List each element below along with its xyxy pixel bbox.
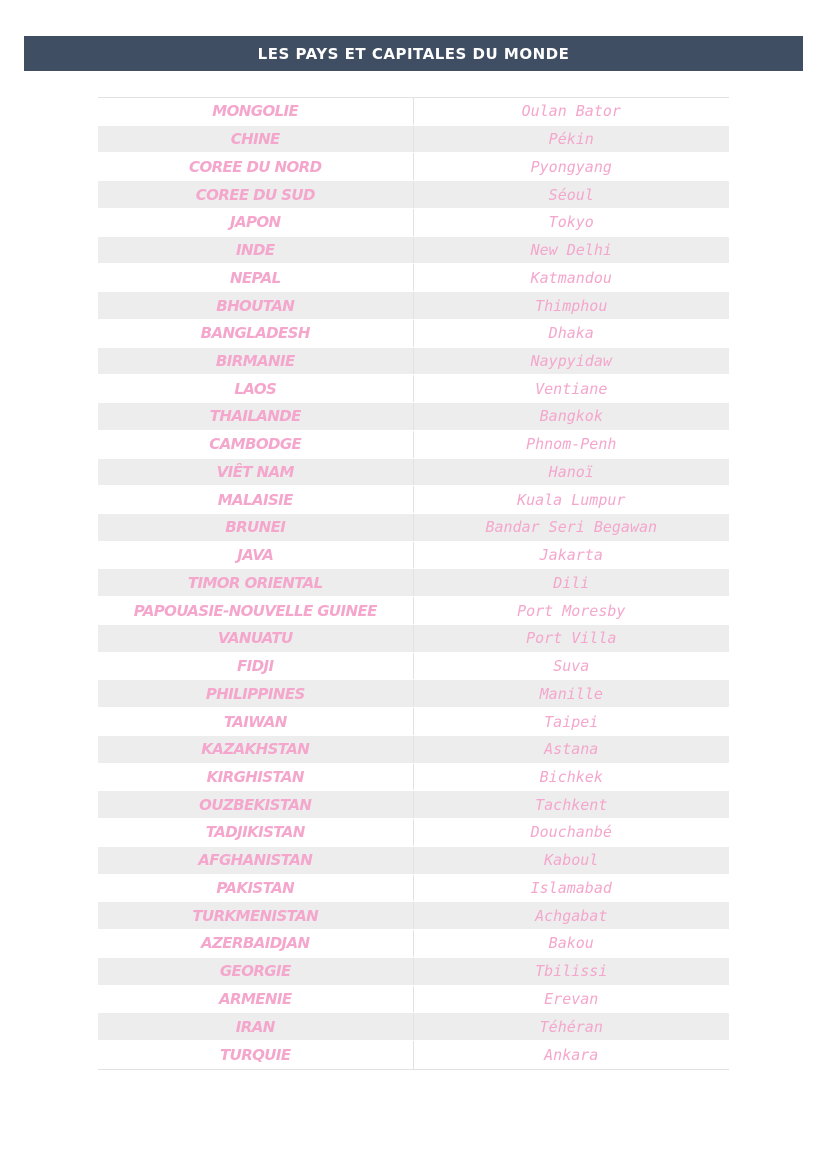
country-cell: JAVA <box>98 542 414 569</box>
table-row <box>98 930 729 958</box>
table-row <box>98 403 729 431</box>
capital-cell: Suva <box>553 657 590 676</box>
capital-cell: Kaboul <box>544 851 599 870</box>
table-row <box>98 514 729 542</box>
table-row <box>98 459 729 487</box>
country-cell: INDE <box>98 237 414 264</box>
capital-cell: Bakou <box>548 934 594 953</box>
table-row <box>98 680 729 708</box>
country-cell: COREE DU NORD <box>98 153 414 180</box>
table-row <box>98 736 729 764</box>
capital-cell: Pékin <box>548 130 594 149</box>
table-row <box>98 320 729 348</box>
table-row <box>98 625 729 653</box>
country-cell: OUZBEKISTAN <box>98 791 414 818</box>
table-row <box>98 902 729 930</box>
country-cell: FIDJI <box>98 653 414 680</box>
country-cell: BIRMANIE <box>98 348 414 375</box>
country-cell: BRUNEI <box>98 514 414 541</box>
table-row <box>98 126 729 154</box>
table-row <box>98 847 729 875</box>
capital-cell: Katmandou <box>530 268 612 287</box>
country-cell: AFGHANISTAN <box>98 847 414 874</box>
capital-cell: Thimphou <box>535 296 608 315</box>
table-row <box>98 819 729 847</box>
table-row <box>98 653 729 681</box>
table-row <box>98 597 729 625</box>
country-cell: CHINE <box>98 126 414 153</box>
table-row <box>98 264 729 292</box>
country-cell: TADJIKISTAN <box>98 819 414 846</box>
table-row <box>98 98 729 126</box>
capital-cell: Achgabat <box>535 906 608 925</box>
country-cell: TURQUIE <box>98 1041 414 1069</box>
table-row <box>98 237 729 265</box>
country-cell: MONGOLIE <box>98 98 414 125</box>
table-row <box>98 181 729 209</box>
country-cell: MALAISIE <box>98 486 414 513</box>
capital-cell: Bandar Seri Begawan <box>485 518 658 537</box>
table-row <box>98 1041 729 1069</box>
table-row <box>98 153 729 181</box>
table-row <box>98 875 729 903</box>
country-cell: TAIWAN <box>98 708 414 735</box>
country-cell: KAZAKHSTAN <box>98 736 414 763</box>
capital-cell: Kuala Lumpur <box>517 490 626 509</box>
capital-cell: Hanoï <box>548 462 594 481</box>
table-row <box>98 791 729 819</box>
table-row <box>98 431 729 459</box>
capital-cell: Phnom-Penh <box>526 435 617 454</box>
country-cell: TURKMENISTAN <box>98 902 414 929</box>
country-cell: TIMOR ORIENTAL <box>98 569 414 596</box>
table-row <box>98 209 729 237</box>
capital-cell: Astana <box>544 740 599 759</box>
capital-cell: Jakarta <box>539 546 603 565</box>
country-cell: AZERBAIDJAN <box>98 930 414 957</box>
country-cell: CAMBODGE <box>98 431 414 458</box>
capital-cell: Séoul <box>548 185 594 204</box>
table-row <box>98 542 729 570</box>
country-cell: COREE DU SUD <box>98 181 414 208</box>
country-cell: BANGLADESH <box>98 320 414 347</box>
table-row <box>98 958 729 986</box>
capital-cell: Manille <box>539 684 603 703</box>
capital-cell: Oulan Bator <box>521 102 621 121</box>
country-cell: NEPAL <box>98 264 414 291</box>
country-cell: ARMENIE <box>98 986 414 1013</box>
capital-cell: Port Moresby <box>517 601 626 620</box>
capital-cell: Taipei <box>544 712 599 731</box>
country-cell: PHILIPPINES <box>98 680 414 707</box>
capital-cell: Erevan <box>544 989 599 1008</box>
country-cell: IRAN <box>98 1013 414 1040</box>
table-row <box>98 708 729 736</box>
country-cell: BHOUTAN <box>98 292 414 319</box>
country-cell: KIRGHISTAN <box>98 764 414 791</box>
capital-cell: Islamabad <box>530 878 612 897</box>
capital-cell: Ventiane <box>535 379 608 398</box>
capital-cell: Dhaka <box>548 324 594 343</box>
country-cell: VIÊT NAM <box>98 459 414 486</box>
country-cell: PAKISTAN <box>98 875 414 902</box>
country-cell: LAOS <box>98 375 414 402</box>
table-row <box>98 348 729 376</box>
capital-cell: Pyongyang <box>530 157 612 176</box>
capital-cell: Naypyidaw <box>530 351 612 370</box>
country-cell: GEORGIE <box>98 958 414 985</box>
capital-cell: Douchanbé <box>530 823 612 842</box>
table-row <box>98 486 729 514</box>
countries-capitals-table <box>98 97 729 1070</box>
table-row <box>98 986 729 1014</box>
table-row <box>98 1013 729 1041</box>
capital-cell: Port Villa <box>526 629 617 648</box>
capital-cell: Ankara <box>544 1045 599 1064</box>
table-row <box>98 764 729 792</box>
capital-cell: Bangkok <box>539 407 603 426</box>
capital-cell: Tbilissi <box>535 962 608 981</box>
document-title: LES PAYS ET CAPITALES DU MONDE <box>257 44 570 63</box>
table-row <box>98 292 729 320</box>
capital-cell: Bichkek <box>539 767 603 786</box>
capital-cell: Dili <box>553 573 590 592</box>
capital-cell: Tachkent <box>535 795 608 814</box>
country-cell: THAILANDE <box>98 403 414 430</box>
country-cell: VANUATU <box>98 625 414 652</box>
table-row <box>98 569 729 597</box>
capital-cell: New Delhi <box>530 241 612 260</box>
country-cell: PAPOUASIE-NOUVELLE GUINEE <box>98 597 414 624</box>
table-row <box>98 375 729 403</box>
country-cell: JAPON <box>98 209 414 236</box>
capital-cell: Téhéran <box>539 1017 603 1036</box>
document-title-bar <box>24 36 803 71</box>
capital-cell: Tokyo <box>548 213 594 232</box>
